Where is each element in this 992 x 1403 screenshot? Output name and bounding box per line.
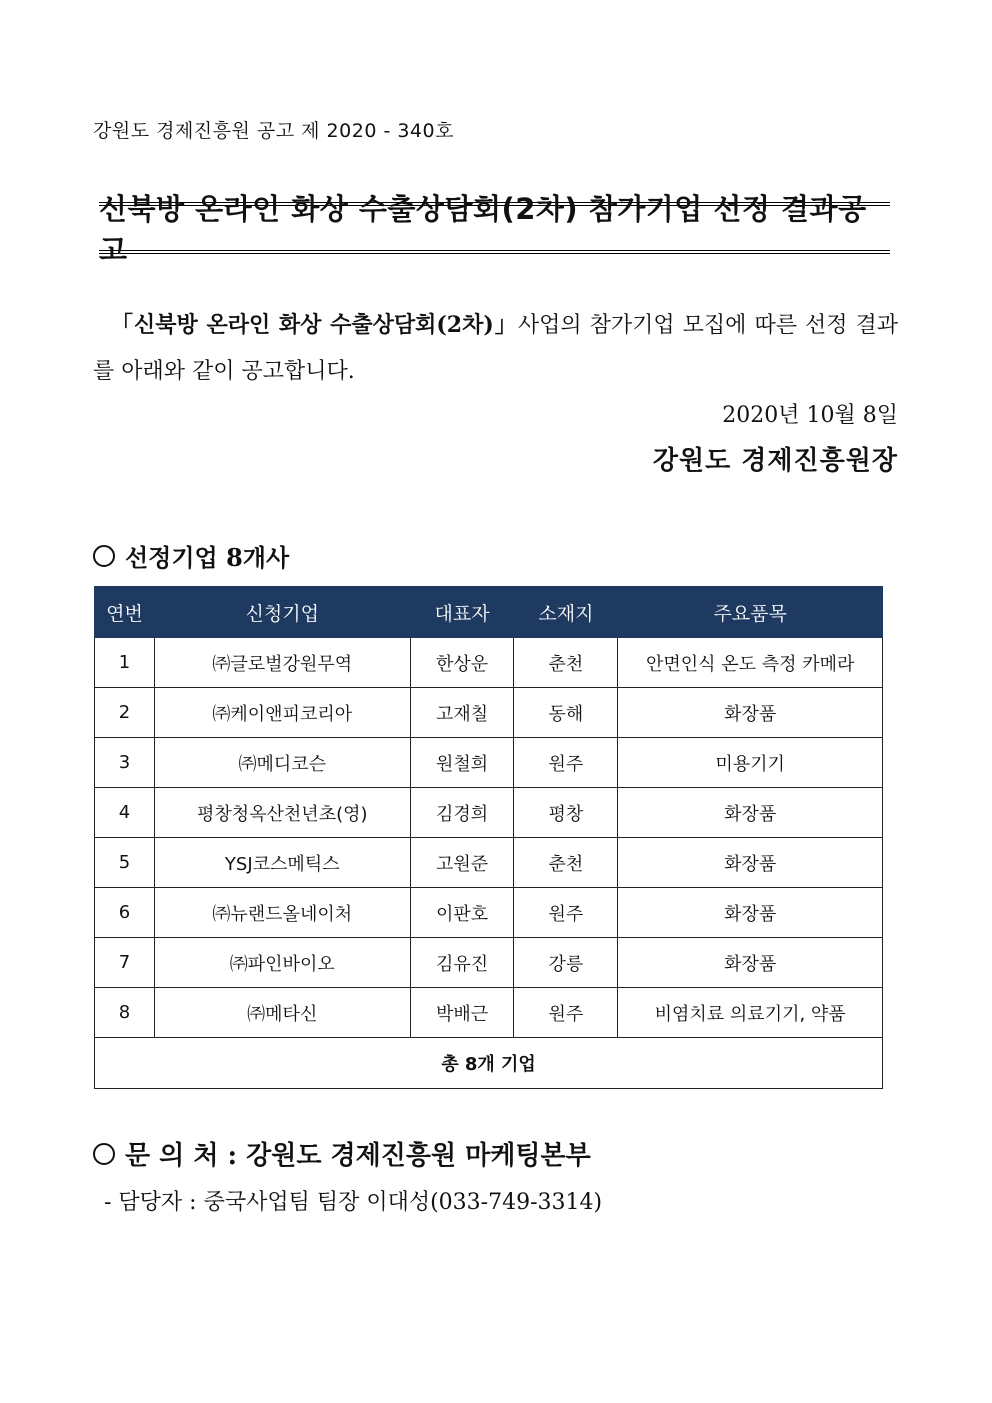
table-row — [95, 938, 883, 988]
cell-company: ㈜메타신 — [154, 988, 410, 1038]
title-box — [99, 192, 890, 267]
cell-location: 강릉 — [514, 938, 618, 988]
circle-bullet-icon — [93, 545, 115, 567]
cell-location: 원주 — [514, 738, 618, 788]
cell-products: 화장품 — [618, 688, 883, 738]
cell-products: 화장품 — [618, 838, 883, 888]
selected-companies-table — [94, 586, 883, 1089]
cell-no: 6 — [95, 888, 155, 938]
cell-company: ㈜케이앤피코리아 — [154, 688, 410, 738]
cell-company: ㈜메디코슨 — [154, 738, 410, 788]
table-row — [95, 988, 883, 1038]
cell-representative: 한상운 — [410, 638, 514, 688]
cell-company: ㈜글로벌강원무역 — [154, 638, 410, 688]
section-contact-heading — [93, 1135, 591, 1172]
cell-location: 원주 — [514, 888, 618, 938]
header-representative: 대표자 — [410, 587, 514, 638]
intro-paragraph — [93, 302, 898, 395]
cell-location: 동해 — [514, 688, 618, 738]
cell-location: 평창 — [514, 788, 618, 838]
intro-text: 사업의 참가기업 모집에 따른 선정 결과를 아래와 같이 공고합니다. — [93, 313, 899, 384]
total-cell: 총 8개 기업 — [95, 1038, 883, 1089]
cell-no: 4 — [95, 788, 155, 838]
issuer: 강원도 경제진흥원장 — [652, 446, 898, 476]
cell-representative: 고원준 — [410, 838, 514, 888]
cell-products: 화장품 — [618, 788, 883, 838]
table-header-row — [95, 587, 883, 638]
table-total-row — [95, 1038, 883, 1089]
cell-no: 2 — [95, 688, 155, 738]
cell-representative: 이판호 — [410, 888, 514, 938]
cell-representative: 고재칠 — [410, 688, 514, 738]
cell-no: 1 — [95, 638, 155, 688]
table-row — [95, 838, 883, 888]
cell-products: 미용기기 — [618, 738, 883, 788]
cell-company: YSJ코스메틱스 — [154, 838, 410, 888]
cell-company: ㈜파인바이오 — [154, 938, 410, 988]
notice-number: 강원도 경제진흥원 공고 제 2020 - 340호 — [93, 120, 454, 142]
table-row — [95, 638, 883, 688]
notice-date: 2020년 10월 8일 — [722, 403, 898, 428]
cell-company: 평창청옥산천년초(영) — [154, 788, 410, 838]
header-company: 신청기업 — [154, 587, 410, 638]
cell-representative: 박배근 — [410, 988, 514, 1038]
section-selected-label: 선정기업 8개사 — [125, 543, 290, 572]
cell-representative: 원철희 — [410, 738, 514, 788]
cell-no: 3 — [95, 738, 155, 788]
table-row — [95, 888, 883, 938]
cell-products: 비염치료 의료기기, 약품 — [618, 988, 883, 1038]
cell-location: 춘천 — [514, 638, 618, 688]
cell-location: 춘천 — [514, 838, 618, 888]
intro-program-name: 「신북방 온라인 화상 수출상담회(2차)」 — [111, 312, 518, 338]
header-no: 연번 — [95, 587, 155, 638]
cell-representative: 김경희 — [410, 788, 514, 838]
cell-products: 안면인식 온도 측정 카메라 — [618, 638, 883, 688]
cell-no: 5 — [95, 838, 155, 888]
section-contact-label: 문 의 처 : 강원도 경제진흥원 마케팅본부 — [125, 1141, 591, 1171]
contact-person: - 담당자 : 중국사업팀 팀장 이대성(033-749-3314) — [104, 1190, 603, 1215]
cell-company: ㈜뉴랜드올네이처 — [154, 888, 410, 938]
cell-no: 7 — [95, 938, 155, 988]
circle-bullet-icon — [93, 1143, 115, 1165]
header-products: 주요품목 — [618, 587, 883, 638]
page-title: 신북방 온라인 화상 수출상담회(2차) 참가기업 선정 결과공고 — [99, 192, 867, 267]
section-selected-heading — [93, 538, 289, 573]
table-row — [95, 688, 883, 738]
table-row — [95, 788, 883, 838]
cell-no: 8 — [95, 988, 155, 1038]
cell-products: 화장품 — [618, 938, 883, 988]
table-row — [95, 738, 883, 788]
cell-representative: 김유진 — [410, 938, 514, 988]
header-location: 소재지 — [514, 587, 618, 638]
cell-products: 화장품 — [618, 888, 883, 938]
cell-location: 원주 — [514, 988, 618, 1038]
